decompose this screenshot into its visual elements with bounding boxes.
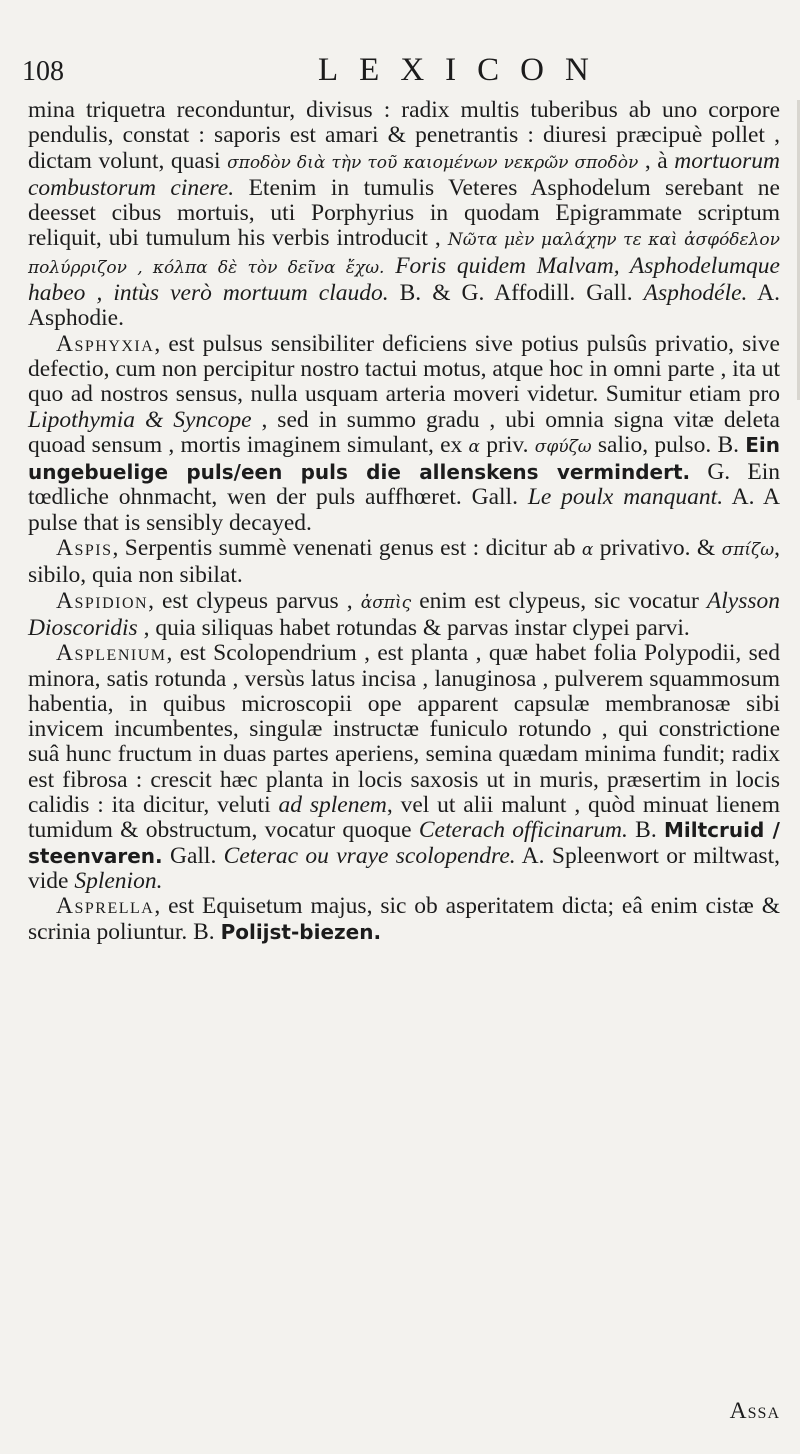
- greek-text: α: [468, 436, 481, 457]
- italic-text: Splenion.: [74, 867, 163, 894]
- text: [384, 253, 395, 279]
- entry-headword: Asprella: [56, 893, 155, 920]
- italic-text: Le poulx manquant.: [527, 484, 724, 511]
- blackletter-text: Miltcruid / steenvaren.: [28, 818, 780, 868]
- italic-text: Ceterac ou vraye scolopendre.: [223, 842, 516, 869]
- entry-headword: Aspidion: [56, 587, 149, 614]
- entry-asphyxia: [28, 332, 780, 536]
- text: A. Spleenwort or miltwast, vide: [28, 842, 780, 894]
- entry-headword: Asphyxia: [56, 330, 155, 357]
- running-title: LEXICON: [318, 52, 610, 88]
- text: G. Ein tœdliche ohnmacht, wen der puls auffhœret. Gall.: [28, 459, 781, 511]
- text: enim est clypeus, sic vocatur: [411, 587, 707, 614]
- text: , sed in summo gradu , ubi omnia signa vitæ deleta quoad sensum , mortis imaginem simulant, ex: [28, 406, 780, 458]
- text: , est clypeus parvus ,: [148, 587, 361, 614]
- text: , est Equisetum majus, sic ob asperitatem dicta; eâ enim cistæ & scrinia poliuntur. B.: [28, 893, 780, 945]
- text: B.: [627, 817, 664, 844]
- greek-text: Νῶτα μὲν μαλάχην τε καὶ ἀσφόδελον πολύρριζον , κόλπα δὲ τὸν δεῖνα ἔχω.: [28, 230, 780, 278]
- greek-text: ἀσπὶς: [360, 592, 412, 613]
- entry-headword: Asplenium: [56, 640, 167, 667]
- blackletter-text: Ein ungebuelige puls/een puls die allenskens vermindert.: [28, 432, 781, 485]
- text: , à: [638, 147, 675, 174]
- text: , est pulsus sensibiliter deficiens sive potius pulsûs privatio, sive defectio, cum non percipitur nostro tactui motus, atque hoc in omni parte , ita ut quo ad nostros sensus, nulla usquam arteria moveri videtur. Sumitur etiam pro: [28, 330, 780, 408]
- text: , vel ut alii malunt , quòd minuat lienem tumidum & obstructum, vocatur quoque: [28, 792, 781, 844]
- text: mina triquetra reconduntur, divisus : radix multis tuberibus ab uno corpore pendulis, constat : saporis est amari & penetrantis : diuresi præcipuè pollet , dictam volunt, quasi: [28, 97, 780, 174]
- text: privativo. &: [593, 535, 722, 562]
- text: Etenim in tumulis Veteres Asphodelum serebant ne deesset cibus mortuis, uti Porphyrius in quodam Epigrammate scriptum reliquit, ubi tumulum his verbis introducit ,: [28, 174, 780, 252]
- italic-text: Asphodéle.: [643, 280, 748, 307]
- text: , est Scolopendrium , est planta , quæ habet folia Polypodii, sed minora, satis rotunda , versùs latus incisa , lanuginosa , pulverem squammosum habentia, in quibus microscopii ope apparent capsulæ membranosæ sibi invicem incumbentes, singulæ instructæ funiculo rotundo , qui constrictione suâ hunc fructum in duas partes aperiens, semina quædam minima fundit; radix est fibrosa : crescit hæc planta in locis saxosis ut in muris, præsertim in locis calidis : ita dicitur, veluti: [28, 640, 780, 819]
- italic-text: Lipothymia & Syncope: [28, 406, 252, 433]
- italic-text: Alysson Dioscoridis: [28, 587, 780, 641]
- text: B. & G. Affodill. Gall.: [388, 280, 644, 307]
- page-number: 108: [22, 56, 64, 87]
- text: Gall.: [162, 842, 224, 869]
- page-header: [0, 50, 800, 90]
- italic-text: Ceterach officinarum.: [418, 817, 628, 844]
- entry-asplenium: [28, 641, 780, 894]
- text: A. A pulse that is sensibly decayed.: [28, 484, 780, 536]
- text: , Serpentis summè venenati genus est : dicitur ab: [112, 535, 582, 562]
- entry-aspidion: [28, 589, 780, 642]
- italic-text: Foris quidem Malvam, Asphodelumque habeo , intùs verò mortuum claudo.: [28, 252, 780, 307]
- page-body: [28, 98, 780, 945]
- entry-headword: Aspis: [56, 535, 113, 562]
- entry-asprella: [28, 894, 780, 945]
- greek-text: α: [581, 540, 594, 561]
- text: , quia siliquas habet rotundas & parvas instar clypei parvi.: [137, 614, 690, 641]
- entry-aspis: [28, 536, 780, 589]
- text: A. Asphodie.: [28, 280, 780, 332]
- italic-text: mortuorum combustorum cinere.: [28, 147, 780, 201]
- greek-text: σποδὸν διὰ τὴν τοῦ καιομένων νεκρῶν σποδὸν: [227, 152, 639, 173]
- catchword: Assa: [729, 1398, 780, 1424]
- text: salio, pulso. B.: [591, 431, 746, 458]
- entry-continuation: [28, 98, 780, 332]
- page-footer: [28, 1398, 780, 1426]
- text: priv.: [480, 431, 535, 458]
- greek-text: σπίζω: [721, 540, 775, 561]
- greek-text: σφύζω: [534, 436, 592, 457]
- blackletter-text: Polijst-biezen.: [220, 919, 382, 944]
- italic-text: ad splenem: [278, 792, 387, 819]
- text: , sibilo, quia non sibilat.: [28, 535, 780, 589]
